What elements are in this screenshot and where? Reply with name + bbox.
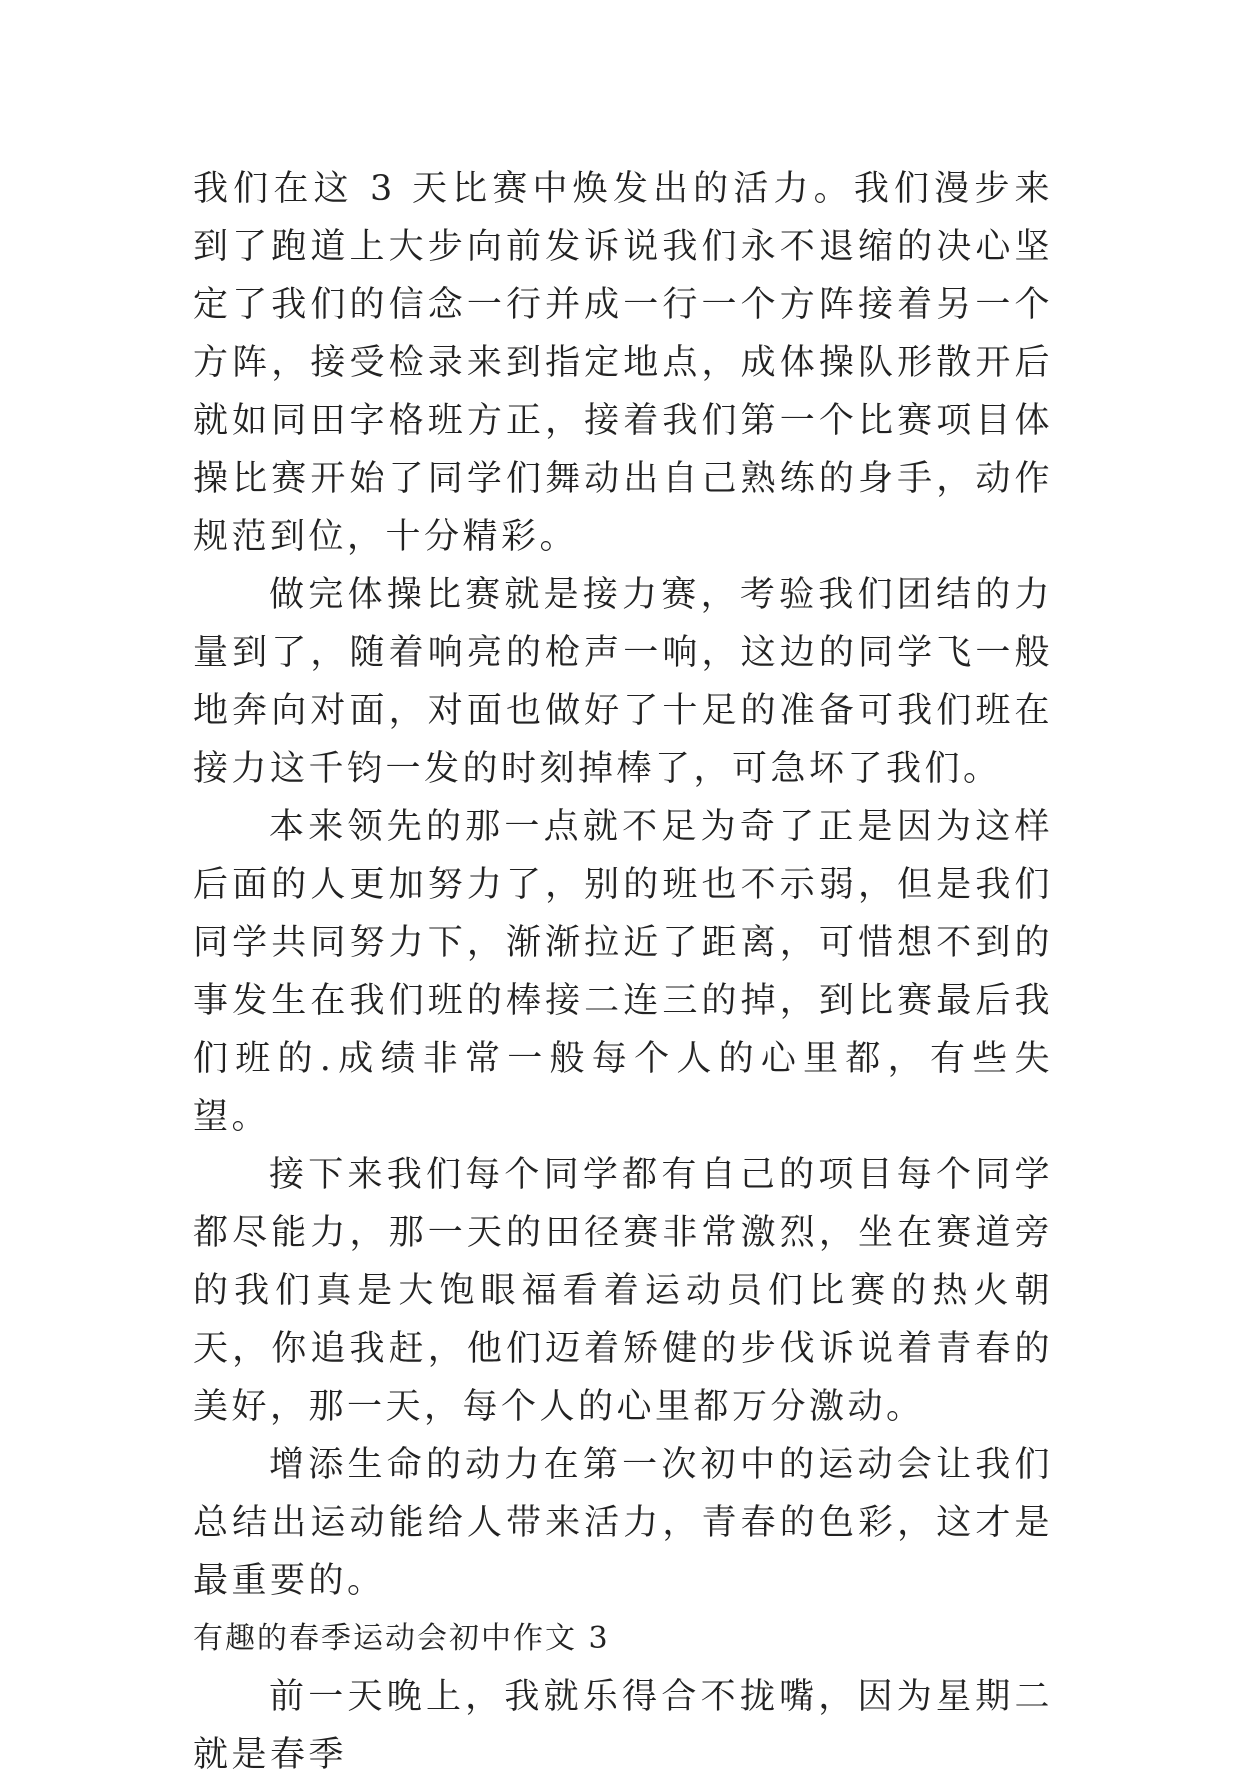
section-heading: 有趣的春季运动会初中作文 3 — [193, 1621, 610, 1656]
paragraph-4: 接下来我们每个同学都有自己的项目每个同学都尽能力，那一天的田径赛非常激烈，坐在赛道旁的我们真是大饱眼福看着运动员们比赛的热火朝天，你追我赶，他们迈着矫健的步伐诉说着青春的美好，那一天，每个人的心里都万分激动。 — [193, 1155, 1053, 1427]
document-body — [193, 160, 1053, 1784]
paragraph-6: 前一天晚上，我就乐得合不拢嘴，因为星期二就是春季 — [193, 1677, 1053, 1775]
paragraph-1: 我们在这 3 天比赛中焕发出的活力。我们漫步来到了跑道上大步向前发诉说我们永不退缩的决心坚定了我们的信念一行并成一行一个方阵接着另一个方阵，接受检录来到指定地点，成体操队形散开后就如同田字格班方正，接着我们第一个比赛项目体操比赛开始了同学们舞动出自己熟练的身手，动作规范到位，十分精彩。 — [193, 169, 1053, 557]
paragraph-2: 做完体操比赛就是接力赛，考验我们团结的力量到了，随着响亮的枪声一响，这边的同学飞一般地奔向对面，对面也做好了十足的准备可我们班在接力这千钧一发的时刻掉棒了，可急坏了我们。 — [193, 575, 1053, 789]
paragraph-5: 增添生命的动力在第一次初中的运动会让我们总结出运动能给人带来活力，青春的色彩，这才是最重要的。 — [193, 1445, 1053, 1601]
paragraph-3: 本来领先的那一点就不足为奇了正是因为这样后面的人更加努力了，别的班也不示弱，但是我们同学共同努力下，渐渐拉近了距离，可惜想不到的事发生在我们班的棒接二连三的掉，到比赛最后我们班的.成绩非常一般每个人的心里都，有些失望。 — [193, 807, 1053, 1137]
